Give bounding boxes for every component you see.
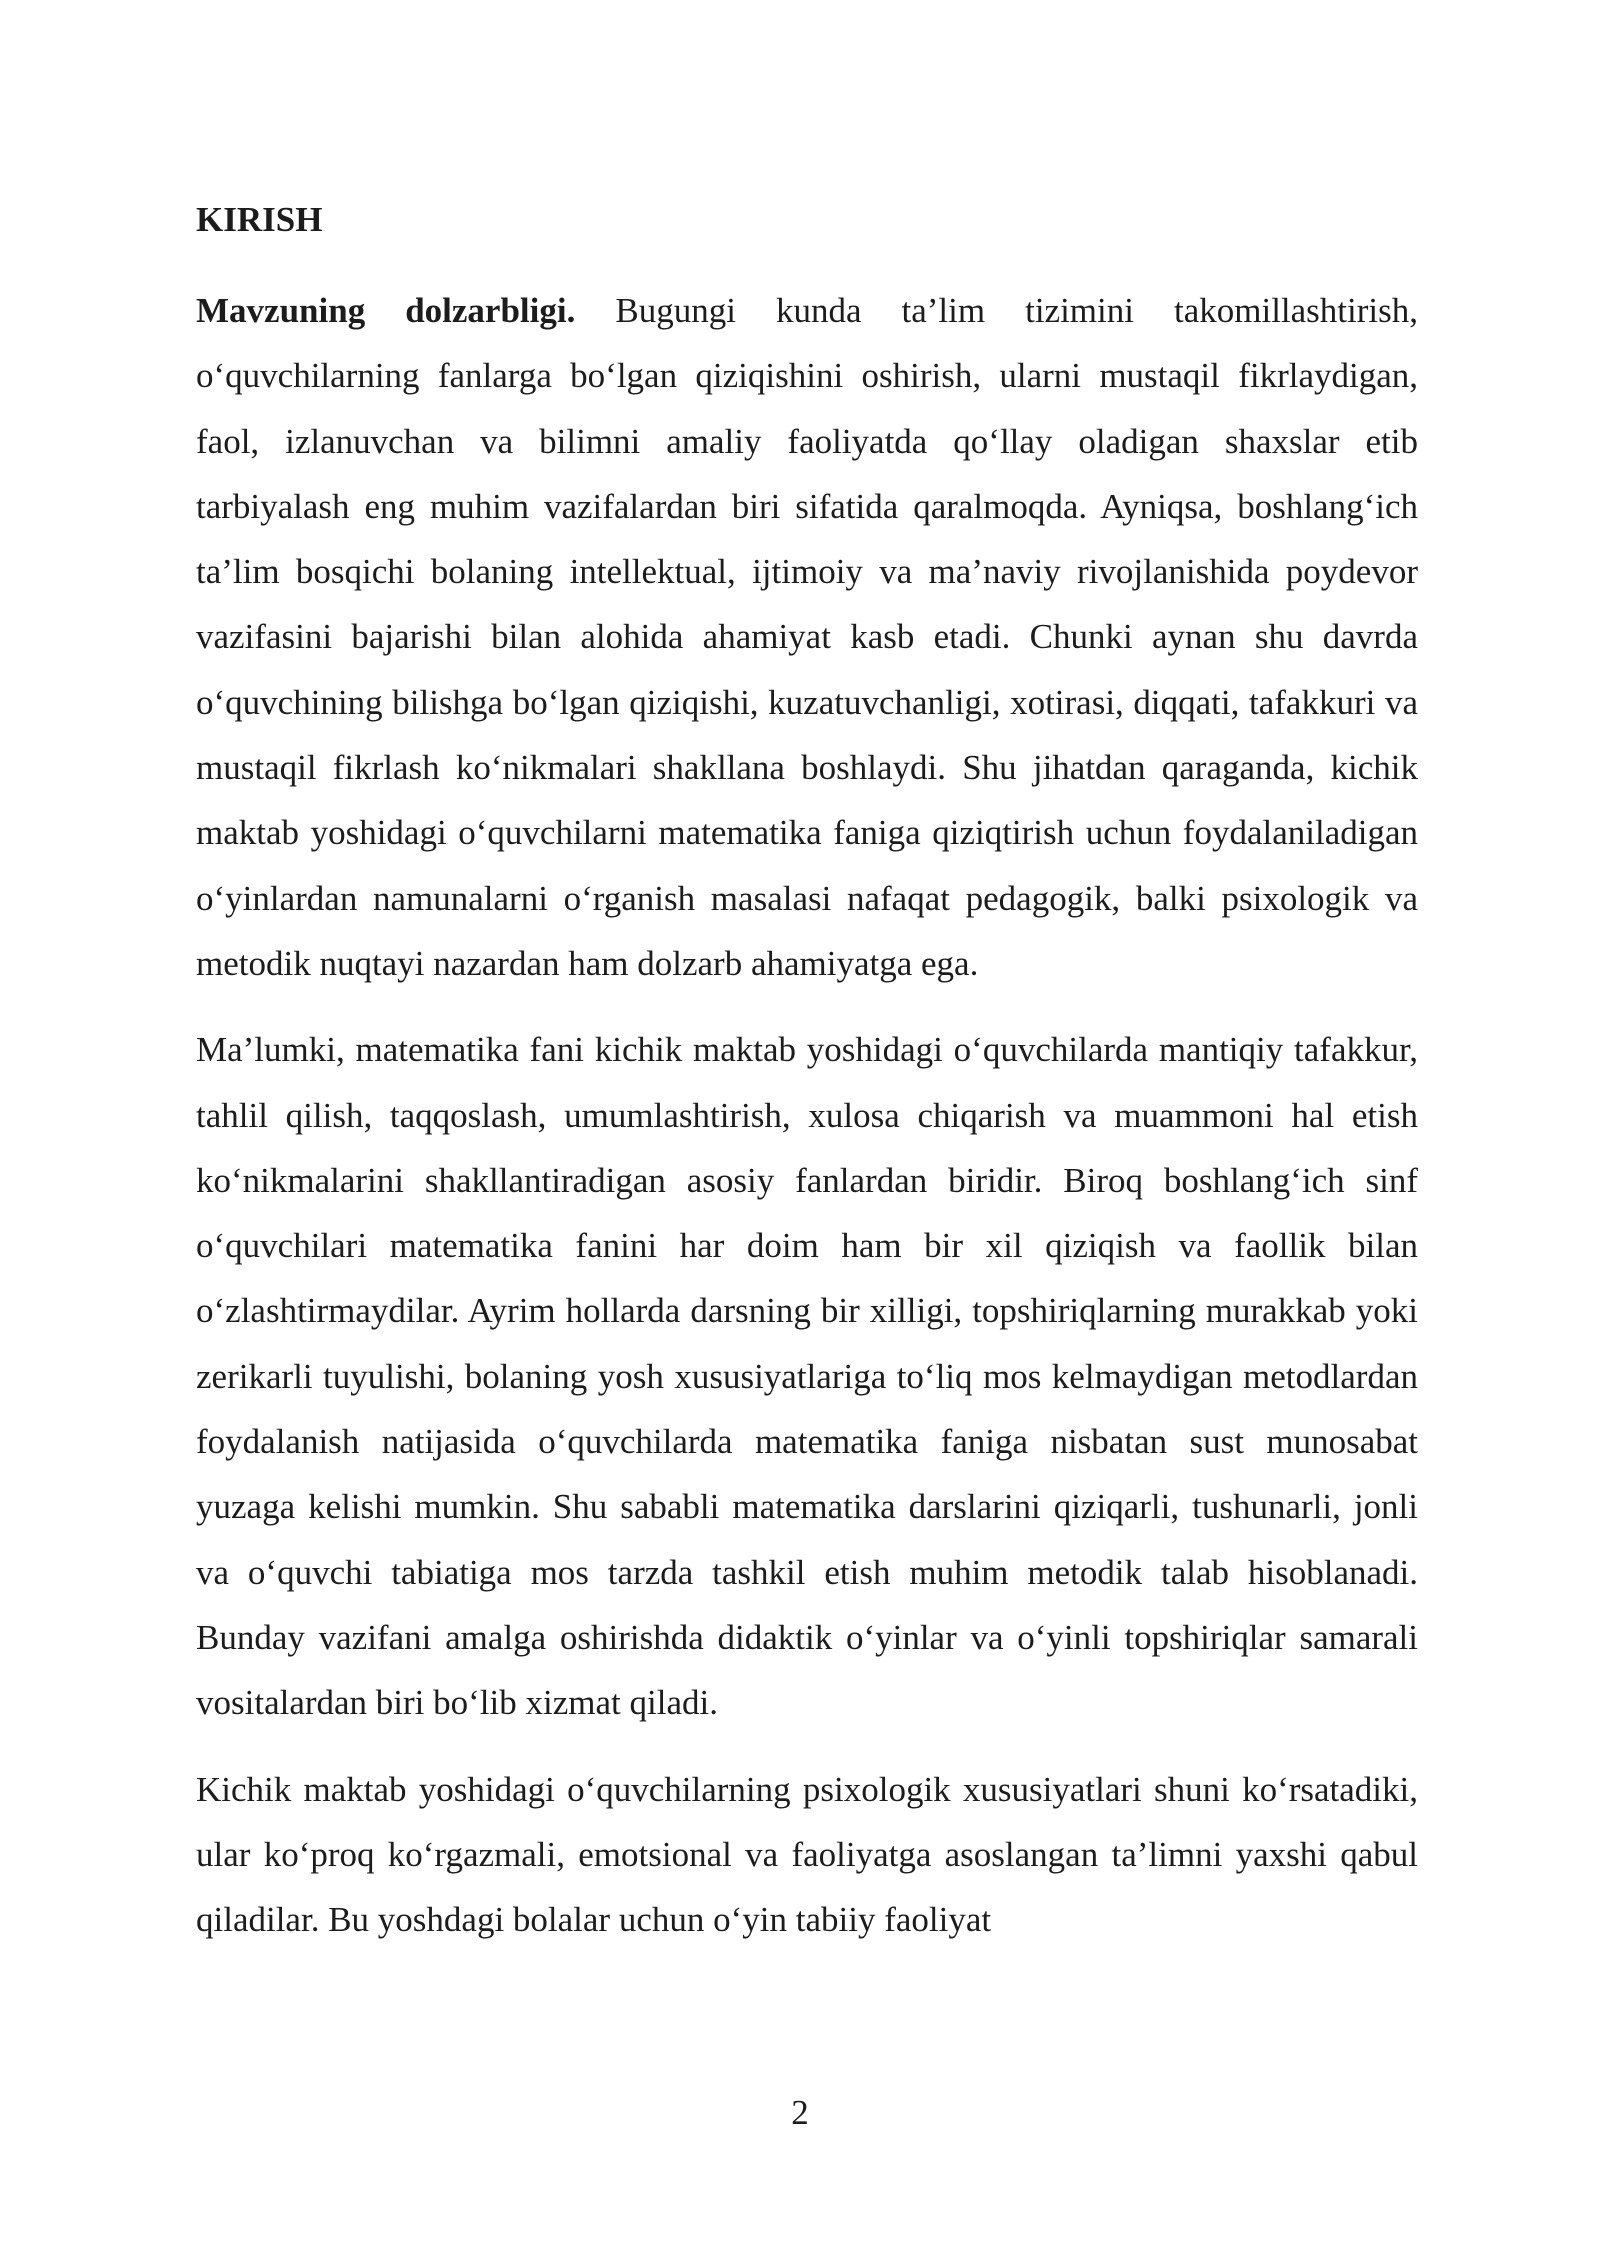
paragraph-psychology bbox=[196, 1757, 1418, 1953]
paragraph-relevance bbox=[196, 278, 1418, 996]
paragraph-text: Ma’lumki, matematika fani kichik maktab yoshidagi o‘quvchilarda mantiqiy tafakkur, tahlil qilish, taqqoslash, umumlashtirish, xulosa chiqarish va muammoni hal etish ko‘nikmalarini shakllantiradigan asosiy fanlardan biridir. Biroq boshlang‘ich sinf o‘quvchilari matematika fanini har doim ham bir xil qiziqish va faollik bilan o‘zlashtirmaydilar. Ayrim hollarda darsning bir xilligi, topshiriqlarning murakkab yoki zerikarli tuyulishi, bolaning yosh xususiyatlariga to‘liq mos kelmaydigan metodlardan foydalanish natijasida o‘quvchilarda matematika faniga nisbatan sust munosabat yuzaga kelishi mumkin. Shu sababli matematika darslarini qiziqarli, tushunarli, jonli va o‘quvchi tabiatiga mos tarzda tashkil etish muhim metodik talab hisoblanadi. Bunday vazifani amalga oshirishda didaktik o‘yinlar va o‘yinli topshiriqlar samarali vositalardan biri bo‘lib xizmat qiladi. bbox=[196, 1030, 1418, 1723]
paragraph-text: Kichik maktab yoshidagi o‘quvchilarning psixologik xususiyatlari shuni ko‘rsatadiki, ular ko‘proq ko‘rgazmali, emotsional va faoliyatga asoslangan ta’limni yaxshi qabul qiladilar. Bu yoshdagi bolalar uchun o‘yin tabiiy faoliyat bbox=[196, 1769, 1418, 1940]
paragraph-lead: Mavzuning dolzarbligi. bbox=[196, 291, 576, 330]
paragraph-mathematics bbox=[196, 1017, 1418, 1735]
page-body bbox=[196, 190, 1418, 1973]
paragraph-text: Bugungi kunda ta’lim tizimini takomillashtirish, o‘quvchilarning fanlarga bo‘lgan qiziqishini oshirish, ularni mustaqil fikrlaydigan, faol, izlanuvchan va bilimni amaliy faoliyatda qo‘llay oladigan shaxslar etib tarbiyalash eng muhim vazifalardan biri sifatida qaralmoqda. Ayniqsa, boshlang‘ich ta’lim bosqichi bolaning intellektual, ijtimoiy va ma’naviy rivojlanishida poydevor vazifasini bajarishi bilan alohida ahamiyat kasb etadi. Chunki aynan shu davrda o‘quvchining bilishga bo‘lgan qiziqishi, kuzatuvchanligi, xotirasi, diqqati, tafakkuri va mustaqil fikrlash ko‘nikmalari shakllana boshlaydi. Shu jihatdan qaraganda, kichik maktab yoshidagi o‘quvchilarni matematika faniga qiziqtirish uchun foydalaniladigan o‘yinlardan namunalarni o‘rganish masalasi nafaqat pedagogik, balki psixologik va metodik nuqtayi nazardan ham dolzarb ahamiyatga ega. bbox=[196, 291, 1419, 983]
section-heading: KIRISH bbox=[196, 200, 323, 239]
page-number: 2 bbox=[791, 2093, 809, 2132]
